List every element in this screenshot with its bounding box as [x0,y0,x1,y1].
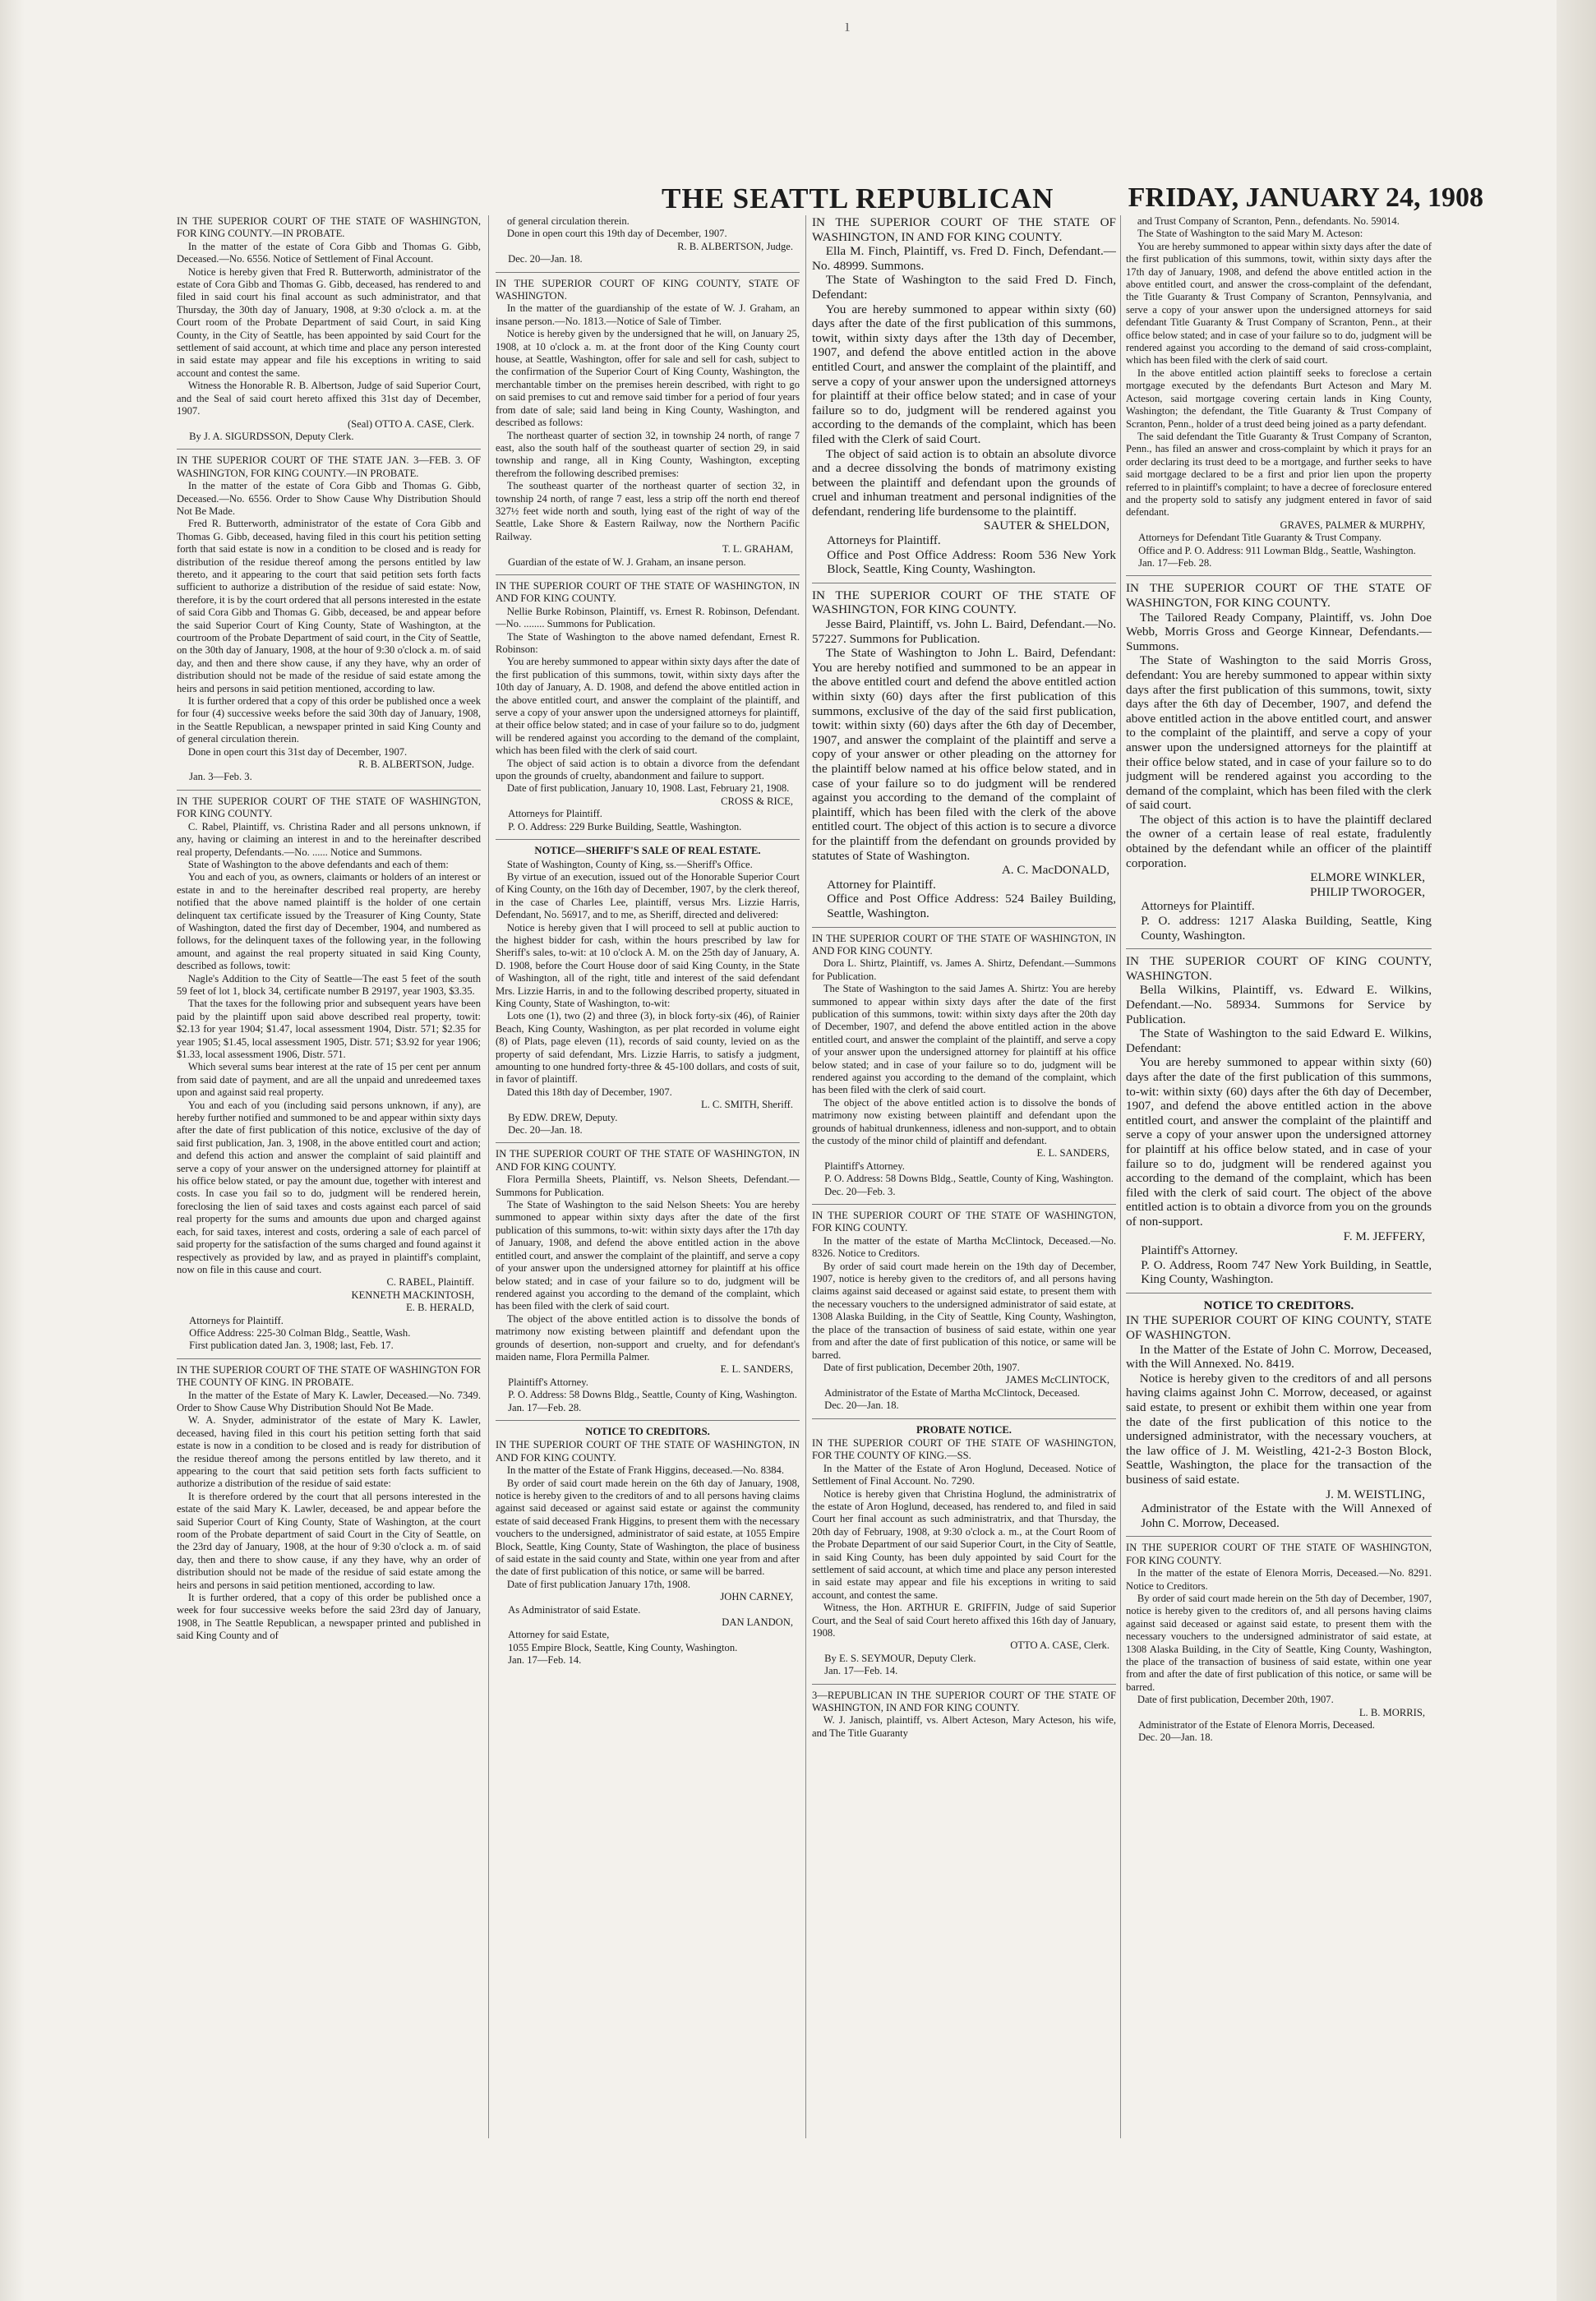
legal-notice [496,215,800,266]
notice-signature: By E. S. SEYMOUR, Deputy Clerk. [824,1652,976,1664]
notice-divider [812,927,1116,928]
notice-title: PROBATE NOTICE. [916,1423,1012,1436]
notice-heading: IN THE SUPERIOR COURT OF THE STATE OF WASHINGTON, IN AND FOR KING COUNTY. [812,215,1116,244]
notice-divider [812,1418,1116,1419]
notice-paragraph: By order of said court made herein on the 5th day of December, 1907, notice is hereby given to the creditors of, and all persons having claims against said deceased or against said estate, to present them with the necessary vouchers to the undersigned administrator of said estate, at 1308 Alaska Building, in the City of Seattle, King County, Washington, the place of the transaction of business of said estate, within one year from and after the date of first publication of this notice, or same will be barred. [1126,1593,1432,1693]
notice-signature: L. C. SMITH, Sheriff. [700,1099,793,1111]
notice-paragraph: Done in open court this 31st day of December, 1907. [187,745,408,758]
notice-heading: IN THE SUPERIOR COURT OF KING COUNTY, WASHINGTON. [1126,954,1432,983]
notice-paragraph: Ella M. Finch, Plaintiff, vs. Fred D. Finch, Defendant.—No. 48999. Summons. [812,244,1116,273]
legal-notice [812,927,1116,1199]
notice-signature: Administrator of the Estate with the Will Annexed of John C. Morrow, Deceased. [1141,1501,1432,1530]
newspaper-title: THE SEATTL REPUBLICAN [662,182,1054,214]
notice-divider [177,790,481,791]
notice-heading: IN THE SUPERIOR COURT OF THE STATE OF WASHINGTON, IN AND FOR KING COUNTY. [496,1148,800,1173]
notice-paragraph: Date of first publication, December 20th, 1907. [1137,1694,1334,1706]
notice-divider [496,272,800,273]
notice-signature: By EDW. DREW, Deputy. [508,1111,618,1123]
notice-signature: Attorneys for Defendant Title Guaranty & Trust Company. [1138,532,1382,544]
column-3 [812,215,1116,2147]
notice-signature: PHILIP TWOROGER, [1309,884,1425,899]
notice-paragraph: Notice is hereby given that Fred R. Butterworth, administrator of the estate of Cora Gibb and Thomas G. Gibb, deceased, has rendered to and filed in said court his final account as such administrator, and that Thursday, the 30th day of January, 1908, at 9:30 o'clock a. m. at the Court room of the Probate Department of said Court, in said King County, in the City of Seattle, has been appointed by said Court for the settlement of said account, at which time and place any person interested in said estate may appear and file his exceptions in writing to said account and contest the same. [177,265,481,379]
notice-paragraph: Nagle's Addition to the City of Seattle—The east 5 feet of the south 59 feet of lot 1, block 34, certificate number B 29197, year 1903, $3.35. [177,972,481,997]
legal-notice [812,583,1116,921]
notice-signature: GRAVES, PALMER & MURPHY, [1280,519,1425,531]
legal-notice [496,839,800,1137]
masthead [177,179,1492,215]
notice-signature: Office and P. O. Address: 911 Lowman Bldg., Seattle, Washington. [1138,544,1416,556]
notice-paragraph: It is further ordered, that a copy of this order be published once a week for four successive weeks before the said 23rd day of January, 1908, in The Seattle Republican, a newspaper printed and published in said King County and of [177,1592,481,1642]
notice-paragraph: The object of the above entitled action is to dissolve the bonds of matrimony now existing between plaintiff and defendant upon the grounds of desertion, non-support and cruelty, and for defendant's maiden name, Flora Permilla Palmer. [496,1312,800,1363]
legal-notice [496,574,800,833]
notice-divider [1126,575,1432,576]
notice-paragraph: In the matter of the estate of Martha McClintock, Deceased.—No. 8326. Notice to Creditors. [812,1234,1116,1260]
column-rule [805,215,806,2138]
notice-signature: E. L. SANDERS, [1036,1147,1109,1160]
notice-paragraph: Date of first publication, January 10, 1908. Last, February 21, 1908. [506,782,790,795]
notice-signature: DAN LANDON, [722,1616,793,1629]
legal-notice [1126,575,1432,943]
legal-notice [496,272,800,569]
notice-paragraph: Flora Permilla Sheets, Plaintiff, vs. Nelson Sheets, Defendant.—Summons for Publication. [496,1174,800,1198]
legal-notice [177,790,481,1353]
notice-paragraph: Lots one (1), two (2) and three (3), in block forty-six (46), of Rainier Beach, King County, Washington, as per plat recorded in volume eight (8) of Plats, page eleven (11), records of said county, levied on as the property of said defendant, Mrs. Lizzie Harris, to satisfy a judgment, amounting to one hundred forty-three & 45-100 dollars, and costs of suit, in favor of plaintiff. [496,1010,800,1086]
notice-signature: Office and Post Office Address: Room 536 New York Block, Seattle, King County, Washington. [827,547,1116,577]
notice-signature: Guardian of the estate of W. J. Graham, an insane person. [508,556,746,568]
notice-paragraph: In the matter of the guardianship of the estate of W. J. Graham, an insane person.—No. 1813.—Notice of Sale of Timber. [496,302,800,327]
column-2 [496,215,800,2147]
notice-signature: J. M. WEISTLING, [1326,1487,1425,1501]
notice-signature: E. L. SANDERS, [720,1363,793,1376]
notice-heading: IN THE SUPERIOR COURT OF THE STATE JAN. 3—FEB. 3. OF WASHINGTON, FOR KING COUNTY.—IN PROBATE. [177,454,481,479]
notice-paragraph: The State of Washington to the said Mary M. Acteson: [1137,228,1363,240]
notice-paragraph: Witness, the Hon. ARTHUR E. GRIFFIN, Judge of said Superior Court, and the Seal of said Court hereto affixed this 16th day of January, 1908. [812,1602,1116,1639]
notice-signature: C. RABEL, Plaintiff. [386,1276,474,1289]
notice-signature: P. O. address: 1217 Alaska Building, Seattle, King County, Washington. [1141,914,1432,943]
notice-paragraph: In the matter of the estate of Cora Gibb and Thomas G. Gibb, Deceased.—No. 6556. Order to Show Cause Why Distribution Should Not Be Made. [177,480,481,517]
notice-title: NOTICE—SHERIFF'S SALE OF REAL ESTATE. [534,845,761,857]
notice-heading: IN THE SUPERIOR COURT OF KING COUNTY, STATE OF WASHINGTON. [496,277,800,302]
column-1 [177,215,481,2147]
legal-notice [1126,1536,1432,1745]
notice-divider [1126,1536,1432,1537]
notice-title: NOTICE TO CREDITORS. [1203,1298,1354,1312]
notice-paragraph: You are hereby summoned to appear within sixty (60) days after the date of the first publication of this summons, to-wit: within sixty (60) days after the 6th day of December, 1907, and defend the above entitled action in the above entitled court, and answer the complaint of the plaintiff and serve a copy of your answer upon the undersigned attorney for plaintiff at his office below stated, and in case of your failure so to do, judgment will be rendered against you according to the demand of the complaint, which has been filed with the clerk of said court. The object of the above entitled action is to obtain a divorce from you on the grounds of non-support. [1126,1055,1432,1229]
notice-divider [496,839,800,840]
notice-heading: IN THE SUPERIOR COURT OF THE STATE OF WASHINGTON, IN AND FOR KING COUNTY. [812,932,1116,957]
notice-paragraph: Date of first publication January 17th, 1908. [506,1578,690,1590]
notice-signature: Attorney for Plaintiff. [827,877,936,892]
notice-heading: IN THE SUPERIOR COURT OF THE STATE OF WASHINGTON, FOR KING COUNTY. [177,795,481,820]
notice-heading: IN THE SUPERIOR COURT OF THE STATE OF WASHINGTON, IN AND FOR KING COUNTY. [496,1439,800,1464]
notice-paragraph: You and each of you, as owners, claimants or holders of an interest or estate in and to the hereinafter described real property, are hereby notified that the above named plaintiff is the holder of one certain delinquent tax certificate issued by the Treasurer of King County, State of Washington, dated the first day of December, 1904, and numbered as follows, for the delinquent taxes of the following year, in the following amount, and against the real property situated in said King County, described as follows, towit: [177,871,481,972]
notice-paragraph: In the Matter of the Estate of John C. Morrow, Deceased, with the Will Annexed. No. 8419. [1126,1342,1432,1372]
notice-paragraph: Notice is hereby given that Christina Hoglund, the administratrix of the estate of Aron Hoglund, deceased, has rendered to, and filed in said Court her final account as such administratrix, and that Thursday, the 20th day of February, 1908, at 9:30 o'clock a. m., at the Court Room of the Probate Department of our said Superior Court, in the City of Seattle, in said King County, has been duly appointed by said Court for the settlement of said account, at which time and place any person interested in said estate may appear and file his exceptions in writing to said account, and contest the same. [812,1487,1116,1601]
notice-paragraph: The State of Washington to the said Nelson Sheets: You are hereby summoned to appear within sixty days after the date of the first publication of this summons, to-wit: within sixty days after the 17th day of January, 1908, and defend the above entitled action in the above entitled court, and answer the complaint of the plaintiff, and serve a copy of your answer upon the undersigned attorney for plaintiff at his office below stated; and in case of your failure so to do, judgment will be rendered against you according to the demand of the complaint, which has been filed with the clerk of said court. [496,1199,800,1312]
notice-signature: Attorneys for Plaintiff. [827,533,941,548]
notice-paragraph: The said defendant the Title Guaranty & Trust Company of Scranton, Penn., has filed an answer and cross-complaint by which it prays for an order declaring its trust deed to be a mortgage, and further seeks to have said mortgage declared to be a first and prior lien upon the property referred to in plaintiff's complaint; to have a decree of foreclosure entered and the property sold to satisfy any judgment entered in favor of said defendant. [1126,430,1432,519]
notice-signature: Jan. 17—Feb. 14. [824,1665,898,1677]
legal-notice [496,1420,800,1667]
notice-signature: F. M. JEFFERY, [1343,1229,1425,1243]
notice-signature: P. O. Address: 58 Downs Bldg., Seattle, County of King, Washington. [824,1173,1114,1185]
notice-signature: Office Address: 225-30 Colman Bldg., Seattle, Wash. [189,1326,411,1339]
ink-mark: ı [845,15,851,35]
notice-paragraph: Jesse Baird, Plaintiff, vs. John L. Baird, Defendant.—No. 57227. Summons for Publication. [812,617,1116,646]
notice-paragraph: Done in open court this 19th day of December, 1907. [506,228,727,240]
legal-notice [812,1418,1116,1678]
notice-paragraph: The object of said action is to obtain a divorce from the defendant upon the grounds of cruelty, abandonment and failure to support. [496,757,800,782]
notice-heading: 3—REPUBLICAN IN THE SUPERIOR COURT OF THE STATE OF WASHINGTON, IN AND FOR KING COUNTY. [812,1689,1116,1714]
notice-signature: Jan. 17—Feb. 28. [1138,556,1212,569]
page-right-edge [1557,0,1596,2301]
legal-notice [177,449,481,784]
notice-signature: Jan. 17—Feb. 28. [508,1401,582,1413]
notice-paragraph: The State of Washington to the said James A. Shirtz: You are hereby summoned to appear within sixty days after the date of the first publication of this summons, towit: within sixty days after the 20th day of December, 1907, and defend the above entitled action in the above entitled court, and answer the complaint of the plaintiff, and serve a copy of your answer upon the undersigned attorney for plaintiff at his office below stated; and in case of your failure so to do, judgment will be rendered against you according to the demand of the complaint, which has been filed with the clerk of said court. [812,983,1116,1096]
notice-paragraph: The State of Washington to the said Morris Gross, defendant: You are hereby summoned to appear within sixty days after the first publication of this summons, towit, sixty days after the 6th day of December, 1907, and defend the above entitled action in the above entitled court, and answer to the complaint of the plaintiff, and serve a copy of your answer upon the undersigned attorneys for the plaintiff at their office below stated, and in case of your failure so to do judgment will be rendered against you according to the demand of the complaint, which has been filed with the clerk of said court. [1126,653,1432,813]
notice-heading: IN THE SUPERIOR COURT OF THE STATE OF WASHINGTON FOR THE COUNTY OF KING. IN PROBATE. [177,1363,481,1389]
notice-title: NOTICE TO CREDITORS. [585,1425,710,1437]
notice-heading: IN THE SUPERIOR COURT OF THE STATE OF WASHINGTON, FOR KING COUNTY. [1126,1542,1432,1566]
notice-divider [812,1684,1116,1685]
page-left-edge [0,0,25,2301]
notice-signature: Plaintiff's Attorney. [508,1376,588,1388]
notice-signature: Jan. 3—Feb. 3. [189,771,252,783]
notice-paragraph: Notice is hereby given that I will proceed to sell at public auction to the highest bidder for cash, within the hours prescribed by law for Sheriff's sales, to-wit: at 10 o'clock A. M. on the 25th day of January, A. D. 1908, before the Court House door of said King County, in the State of Washington, all of the right, title and interest of the said defendant Mrs. Lizzie Harris, in and to the following described property, situated in King County, State of Washington, to-wit: [496,921,800,1009]
notice-paragraph: Notice is hereby given by the undersigned that he will, on January 25, 1908, at 10 o'clock a. m. at the front door of the King County court house, at Seattle, Washington, offer for sale and sell for cash, subject to the confirmation of the Superior Court of King County, Washington, the merchantable timber on the premises herein described, with right to go on said premises to cut and remove said timber for a period of four years from date of sale; said land being in King County, Washington, and described as follows: [496,328,800,429]
notice-paragraph: Date of first publication, December 20th, 1907. [823,1361,1020,1373]
notice-signature: SAUTER & SHELDON, [983,519,1109,533]
legal-notice [1126,948,1432,1287]
notice-paragraph: You are hereby summoned to appear within sixty (60) days after the date of the first publication of this summons, towit, within sixty days after the 13th day of December, 1907, and defend the above entitled action in the above entitled Court, and answer the complaint of the plaintiff, and serve a copy of your answer upon the undersigned attorneys for plaintiff at their office below stated; and in case of your failure so to do, judgment will be rendered against you according to the demands of the complaint, which has been filed with the Clerk of said Court. [812,302,1116,446]
notice-divider [177,449,481,450]
legal-notice [1126,1293,1432,1531]
notice-paragraph: By order of said court made herein on the 19th day of December, 1907, notice is hereby given to the creditors of, and all persons having claims against said deceased or against said estate, to present them with the necessary vouchers to the undersigned administrator of said estate, at 1308 Alaska Building, in the City of Seattle, King County, Washington, the place of the transaction of business of said estate, within one year from and after the date of first publication of this notice, or same will be barred. [812,1260,1116,1361]
notice-paragraph: State of Washington to the above defendants and each of them: [187,858,449,870]
notice-paragraph: In the matter of the Estate of Frank Higgins, deceased.—No. 8384. [506,1464,785,1477]
notice-signature: OTTO A. CASE, Clerk. [1010,1639,1109,1652]
notice-signature: Jan. 17—Feb. 14. [508,1654,582,1667]
notice-heading: IN THE SUPERIOR COURT OF THE STATE OF WASHINGTON, FOR KING COUNTY.—IN PROBATE. [177,215,481,240]
notice-paragraph: Notice is hereby given to the creditors of and all persons having claims against John C. Morrow, deceased, or against said estate, to present or exhibit them within one year from the date of the first publication of this notice to the undersigned administrator, with the necessary vouchers, at the law office of J. M. Weistling, 421-2-3 Boston Block, Seattle, Washington, the place for the transaction of the business of said estate. [1126,1371,1432,1487]
notice-paragraph: Bella Wilkins, Plaintiff, vs. Edward E. Wilkins, Defendant.—No. 58934. Summons for Service by Publication. [1126,983,1432,1026]
notice-signature: Plaintiff's Attorney. [824,1160,905,1172]
notice-paragraph: In the matter of the estate of Elenora Morris, Deceased.—No. 8291. Notice to Creditors. [1126,1567,1432,1592]
notice-signature: Attorney for said Estate, [508,1629,610,1641]
notice-paragraph: The State of Washington to the said Fred D. Finch, Defendant: [812,273,1116,302]
notice-paragraph: Dora L. Shirtz, Plaintiff, vs. James A. Shirtz, Defendant.—Summons for Publication. [812,957,1116,982]
notice-paragraph: The object of said action is to obtain an absolute divorce and a decree dissolving the bonds of matrimony existing between the plaintiff and defendant upon the grounds of cruel and inhuman treatment and personal indignities of the defendant, rendering life burdensome to the plaintiff. [812,446,1116,519]
notice-signature: JOHN CARNEY, [720,1591,793,1603]
notice-signature: First publication dated Jan. 3, 1908; last, Feb. 17. [189,1340,394,1352]
notice-signature: (Seal) OTTO A. CASE, Clerk. [347,417,474,430]
notice-signature: Attorneys for Plaintiff. [508,808,602,820]
notice-paragraph: The object of this action is to have the plaintiff declared the owner of a certain lease of real estate, fradulently obtained by the defendant while an officer of the plaintiff corporation. [1126,812,1432,870]
notice-signature: R. B. ALBERTSON, Judge. [677,240,793,252]
notice-paragraph: It is therefore ordered by the court that all persons interested in the estate of the said Mary K. Lawler, deceased, be and appear before the said Superior Court of King County, State of Washington, at the court room of the Probate department of said Court in the City of Seattle, on the 23rd day of January, 1908, at the hour of 9:30 o'clock a. m. of said day, then and there to show cause, if any they have, why an order of distribution should not be made of the residue of said estate among the heirs and persons in said petition mentioned, according to law. [177,1490,481,1591]
notice-paragraph: The State of Washington to the said Edward E. Wilkins, Defendant: [1126,1026,1432,1055]
notice-signature: JAMES McCLINTOCK, [1005,1374,1109,1386]
notice-signature: Dec. 20—Jan. 18. [508,1124,583,1137]
notice-paragraph: Fred R. Butterworth, administrator of the estate of Cora Gibb and Thomas G. Gibb, deceased, having filed in this court his petition setting forth that said estate is now in a condition to be closed and is ready for distribution of the residue thereof among the persons entitled by law thereto, and it appearing to the court that said petition sets forth facts sufficient to authorize a distribution of the residue of said estate: Now, therefore, it is by the court ordered that all persons interested in the estate of said Cora Gibb and Thomas G. Gibb, deceased, be and appear before the said Superior Court of King County, State of Washington, at the courtroom of the Probate Department of said court, in the City of Seattle, on the 30th day of January, 1908, at the hour of 9:30 o'clock a. m. of said day, and then and there show cause, if any they have, why an order of distribution should not be made of the residue of said estate among the heirs and persons in said petition mentioned, according to law. [177,518,481,694]
notice-paragraph: Nellie Burke Robinson, Plaintiff, vs. Ernest R. Robinson, Defendant.—No. ........ Summons for Publication. [496,605,800,630]
notice-paragraph: In the matter of the estate of Cora Gibb and Thomas G. Gibb, Deceased.—No. 6556. Notice of Settlement of Final Account. [177,240,481,265]
notice-signature: Dec. 20—Jan. 18. [1138,1732,1213,1744]
notice-paragraph: By order of said court made herein on the 6th day of January, 1908, notice is hereby given to the creditors of and to all persons having claims against said deceased or against said estate or against the community estate of said deceased Frank Higgins, to present them with the necessary vouchers to the undersigned, administrator of said estate, at 1055 Empire Block, Seattle, King County, State of Washington, the place of business of said estate in the said county and State, within one year from and after the date of first publication of this notice, or same will be barred. [496,1477,800,1578]
notice-paragraph: That the taxes for the following prior and subsequent years have been paid by the plaintiff upon said above described real property, towit: $2.13 for year 1904; $1.47, local assessment 1904, Distr. 571; $2.35 for year 1905; $1.45, local assessment 1905, Distr. 571; $3.92 for year 1906; $1.33, local assessment 1906, Distr. 571. [177,998,481,1060]
notice-paragraph: The southeast quarter of the northeast quarter of section 32, in township 24 north, of range 7 east, less a strip off the north end thereof 327½ feet wide north and south, lying east of the right of way of the Seattle, Lake Shore & Eastern Railway, now the Northern Pacific Railway. [496,480,800,542]
notice-signature: R. B. ALBERTSON, Judge. [358,759,474,771]
notice-heading: IN THE SUPERIOR COURT OF THE STATE OF WASHINGTON, IN AND FOR KING COUNTY. [496,579,800,605]
notice-signature: Attorneys for Plaintiff. [189,1314,284,1326]
notice-paragraph: By virtue of an execution, issued out of the Honorable Superior Court of King County, on the 16th day of December, 1907, by the clerk thereof, in the case of Charles Lee, plaintiff, versus Mrs. Lizzie Harris, Defendant, No. 56917, and to me, as Sheriff, directed and delivered: [496,870,800,921]
notice-signature: Dec. 20—Jan. 18. [824,1400,899,1412]
notice-paragraph: State of Washington, County of King, ss.—Sheriff's Office. [506,858,753,870]
notice-signature: CROSS & RICE, [721,795,793,807]
legal-notice [812,215,1116,577]
notice-signature: E. B. HERALD, [406,1302,474,1314]
issue-date: FRIDAY, JANUARY 24, 1908 [1128,182,1483,213]
notice-signature: Administrator of the Estate of Elenora Morris, Deceased. [1138,1719,1375,1732]
notice-signature: Administrator of the Estate of Martha McClintock, Deceased. [824,1386,1081,1399]
notice-paragraph: You are hereby summoned to appear within sixty days after the date of the first publication of this summons, towit, within sixty days after the 17th day of January, 1908, and defend the above entitled action in the above entitled court, and answer the cross-complaint of the defendant, the Title Guaranty & Trust Company of Scranton, Pennsylvania, and serve a copy of your answer upon the undersigned attorneys for said defendant Title Guaranty & Trust Company of Scranton, Penn., at their office below stated; and in case of your failure so to do, judgment will be rendered against you according to the demand of said cross-complaint, which has been filed with the clerk of said court. [1126,240,1432,367]
legal-notice [1126,215,1432,569]
notice-signature: T. L. GRAHAM, [722,543,793,556]
column-rule [488,215,489,2138]
notice-signature: Dec. 20—Feb. 3. [824,1185,896,1197]
notice-signature: 1055 Empire Block, Seattle, King County, Washington. [508,1641,738,1653]
notice-paragraph: It is further ordered that a copy of this order be published once a week for four (4) successive weeks before the said 30th day of January, 1908, in the Seattle Republican, a newspaper printed in said King County and of general circulation therein. [177,695,481,745]
notice-paragraph: W. A. Snyder, administrator of the estate of Mary K. Lawler, deceased, having filed in this court his petition setting forth that said estate is now in a condition to be closed and is ready for distribution of the residue thereof among the persons entitled by law thereto, and it appearing to the court that said petition sets forth facts sufficient to authorize a distribution of the residue of said estate: [177,1414,481,1490]
notice-signature: L. B. MORRIS, [1358,1706,1425,1718]
notice-signature: A. C. MacDONALD, [1001,863,1109,878]
notice-paragraph: The Tailored Ready Company, Plaintiff, vs. John Doe Webb, Morris Gross and George Kinnear, Defendants.—Summons. [1126,610,1432,653]
notice-divider [177,1358,481,1359]
column-rule [1120,215,1121,2138]
notice-divider [496,1420,800,1421]
notice-heading: IN THE SUPERIOR COURT OF THE STATE OF WASHINGTON, FOR THE COUNTY OF KING.—SS. [812,1436,1116,1462]
notice-paragraph: The object of the above entitled action is to dissolve the bonds of matrimony now existing between plaintiff and defendant upon the grounds of habitual drunkenness, idleness and non-support, and to obtain the custody of the minor child of plaintiff and defendant. [812,1096,1116,1146]
notice-signature: As Administrator of said Estate. [508,1603,641,1616]
notice-signature: Dec. 20—Jan. 18. [508,253,583,265]
legal-notice [177,1358,481,1643]
notice-paragraph: In the above entitled action plaintiff seeks to foreclose a certain mortgage executed by the defendants Burt Acteson and Mary M. Acteson, said mortgage covering certain lands in King County, Washington; the defendant, the Title Guaranty & Trust Company of Scranton, Penn., holder of a trust deed being joined as a party defendant. [1126,367,1432,430]
notice-paragraph: In the Matter of the Estate of Aron Hoglund, Deceased. Notice of Settlement of Final Account. No. 7290. [812,1462,1116,1487]
notice-paragraph: C. Rabel, Plaintiff, vs. Christina Rader and all persons unknown, if any, having or claiming an interest in and to the hereinafter described real property, Defendants.—No. ...... Notice and Summons. [177,820,481,858]
notice-signature: P. O. Address, Room 747 New York Building, in Seattle, King County, Washington. [1141,1257,1432,1287]
notice-paragraph: The State of Washington to John L. Baird, Defendant: You are hereby notified and summoned to be an appear in the above entitled court and defend the above entitled action within sixty (60) days after the first publication of this summons, exclusive of the day of the said first publication, towit: within sixty (60) days after the 6th day of December, 1907, and answer the complaint of the plaintiff and serve a copy of your answer or other pleading on the attorney for the plaintiff below named at his office below stated, and in case of your failure so to do judgment will be rendered against you according to the demand of the complaint of plaintiff, which has been filed with the clerk of the above entitled court. The object of this action is to secure a divorce for the plaintiff from the defendant on grounds provided by statutes of State of Washington. [812,646,1116,863]
notice-paragraph: Witness the Honorable R. B. Albertson, Judge of said Superior Court, and the Seal of said court hereto affixed this 31st day of December, 1907. [177,380,481,417]
notice-heading: IN THE SUPERIOR COURT OF THE STATE OF WASHINGTON, FOR KING COUNTY. [812,1210,1116,1234]
notice-signature: Office and Post Office Address: 524 Bailey Building, Seattle, Washington. [827,892,1116,920]
notice-paragraph: of general circulation therein. [506,215,630,227]
notice-signature: Attorneys for Plaintiff. [1141,899,1255,914]
column-4 [1126,215,1432,2147]
notice-signature: Plaintiff's Attorney. [1141,1243,1239,1258]
notice-signature: P. O. Address: 58 Downs Bldg., Seattle, County of King, Washington. [508,1389,797,1401]
notice-signature: KENNETH MACKINTOSH, [351,1289,474,1301]
notice-paragraph: and Trust Company of Scranton, Penn., defendants. No. 59014. [1137,215,1400,227]
legal-notice [496,1142,800,1414]
notice-signature: By J. A. SIGURDSSON, Deputy Clerk. [189,430,354,442]
legal-notice [812,1684,1116,1741]
notice-divider [1126,948,1432,949]
notice-divider [496,574,800,575]
notice-paragraph: W. J. Janisch, plaintiff, vs. Albert Acteson, Mary Acteson, his wife, and The Title Guaranty [812,1714,1116,1739]
notice-heading: IN THE SUPERIOR COURT OF KING COUNTY, STATE OF WASHINGTON. [1126,1313,1432,1343]
notice-paragraph: The State of Washington to the above named defendant, Ernest R. Robinson: [496,630,800,655]
legal-notice [812,1204,1116,1413]
notice-paragraph: In the matter of the Estate of Mary K. Lawler, Deceased.—No. 7349. Order to Show Cause Why Distribution Should Not Be Made. [177,1389,481,1413]
notice-divider [812,1204,1116,1205]
notice-paragraph: You are hereby summoned to appear within sixty days after the date of the first publication of this summons, towit, within sixty days after the 10th day of January, A. D. 1908, and defend the above entitled action in the above entitled court, and answer the complaint of the plaintiff, and serve a copy of your answer upon the undersigned attorneys for plaintiff, at their office below stated; and in case of your failure so to do, judgment will be rendered against you according to the demand of the complaint, which has been filed with the clerk of said court. [496,656,800,757]
notice-paragraph: You and each of you (including said persons unknown, if any), are hereby further notified and summoned to be and appear within sixty days after the date of first publication of this notice, exclusive of the day of said first publication, Jan. 3, 1908, in the above entitled court and action; and defend this action and answer the complaint of said plaintiff and serve a copy of your answer on the undersigned attorney for plaintiff at his office below stated, or pay the amount due, together with interest and costs. In case you fail so to do, judgment will be rendered herein, foreclosing the lien of said taxes and costs against each parcel of said real property for the sums and amounts due upon and charged against each, for said taxes, interest and costs, ordering a sale of each parcel of said property for the satisfaction of the sums charged and found against it respectively as provided by law, and as prayed in plaintiff's complaint, now on file in this cause and court. [177,1099,481,1275]
notice-heading: IN THE SUPERIOR COURT OF THE STATE OF WASHINGTON, FOR KING COUNTY. [812,588,1116,617]
notice-signature: P. O. Address: 229 Burke Building, Seattle, Washington. [508,820,742,832]
notice-divider [496,1142,800,1143]
notice-paragraph: Dated this 18th day of December, 1907. [506,1086,672,1098]
notice-paragraph: Which several sums bear interest at the rate of 15 per cent per annum from said date of payment, and are all the unpaid and unredeemed taxes upon and against said real property. [177,1061,481,1099]
notice-signature: ELMORE WINKLER, [1310,870,1425,885]
legal-notice [177,215,481,443]
notice-heading: IN THE SUPERIOR COURT OF THE STATE OF WASHINGTON, FOR KING COUNTY. [1126,581,1432,610]
notice-paragraph: The northeast quarter of section 32, in township 24 north, of range 7 east, also the south half of the southeast quarter of section 29, in said township and range, all in King County, Washington, excepting therefrom the following described premises: [496,429,800,479]
